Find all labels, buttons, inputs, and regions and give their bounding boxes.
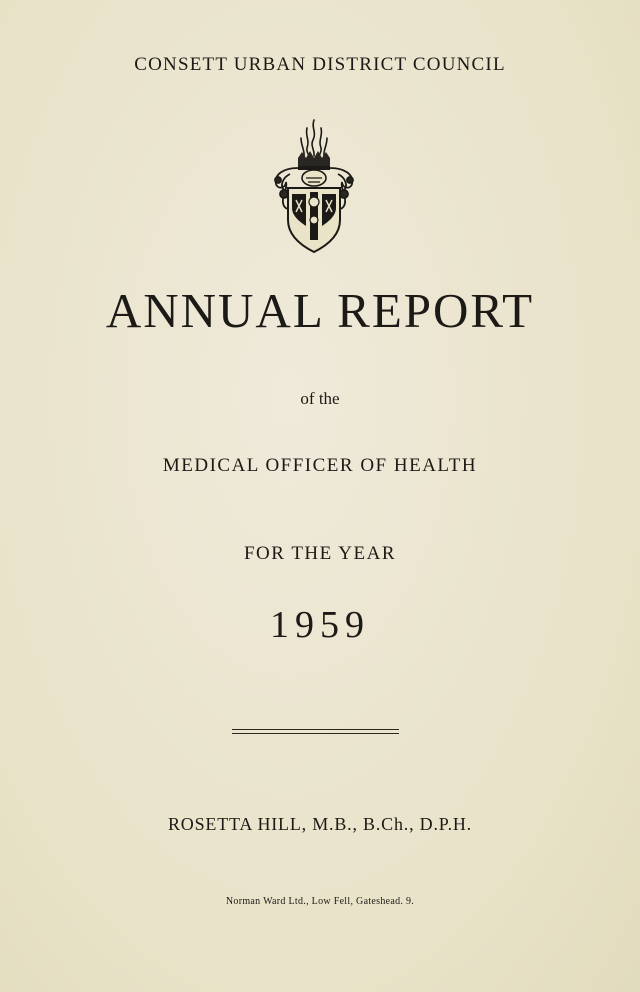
officer-title: MEDICAL OFFICER OF HEALTH xyxy=(162,455,478,476)
report-year: 1959 xyxy=(270,604,370,646)
for-the-year-text: FOR THE YEAR xyxy=(243,543,397,564)
coat-of-arms-icon xyxy=(264,116,364,254)
flame-icon xyxy=(301,120,327,157)
shield-icon xyxy=(288,188,340,252)
of-the-text: of the xyxy=(300,389,340,408)
report-title: ANNUAL REPORT xyxy=(105,283,535,338)
divider-rule-top xyxy=(232,729,399,730)
council-name: CONSETT URBAN DISTRICT COUNCIL xyxy=(134,54,506,75)
divider-rule-bottom xyxy=(232,733,399,734)
printer-imprint: Norman Ward Ltd., Low Fell, Gateshead. 9. xyxy=(225,896,415,907)
author-name: ROSETTA HILL, M.B., B.Ch., D.P.H. xyxy=(168,814,472,834)
helm-icon xyxy=(302,170,326,186)
